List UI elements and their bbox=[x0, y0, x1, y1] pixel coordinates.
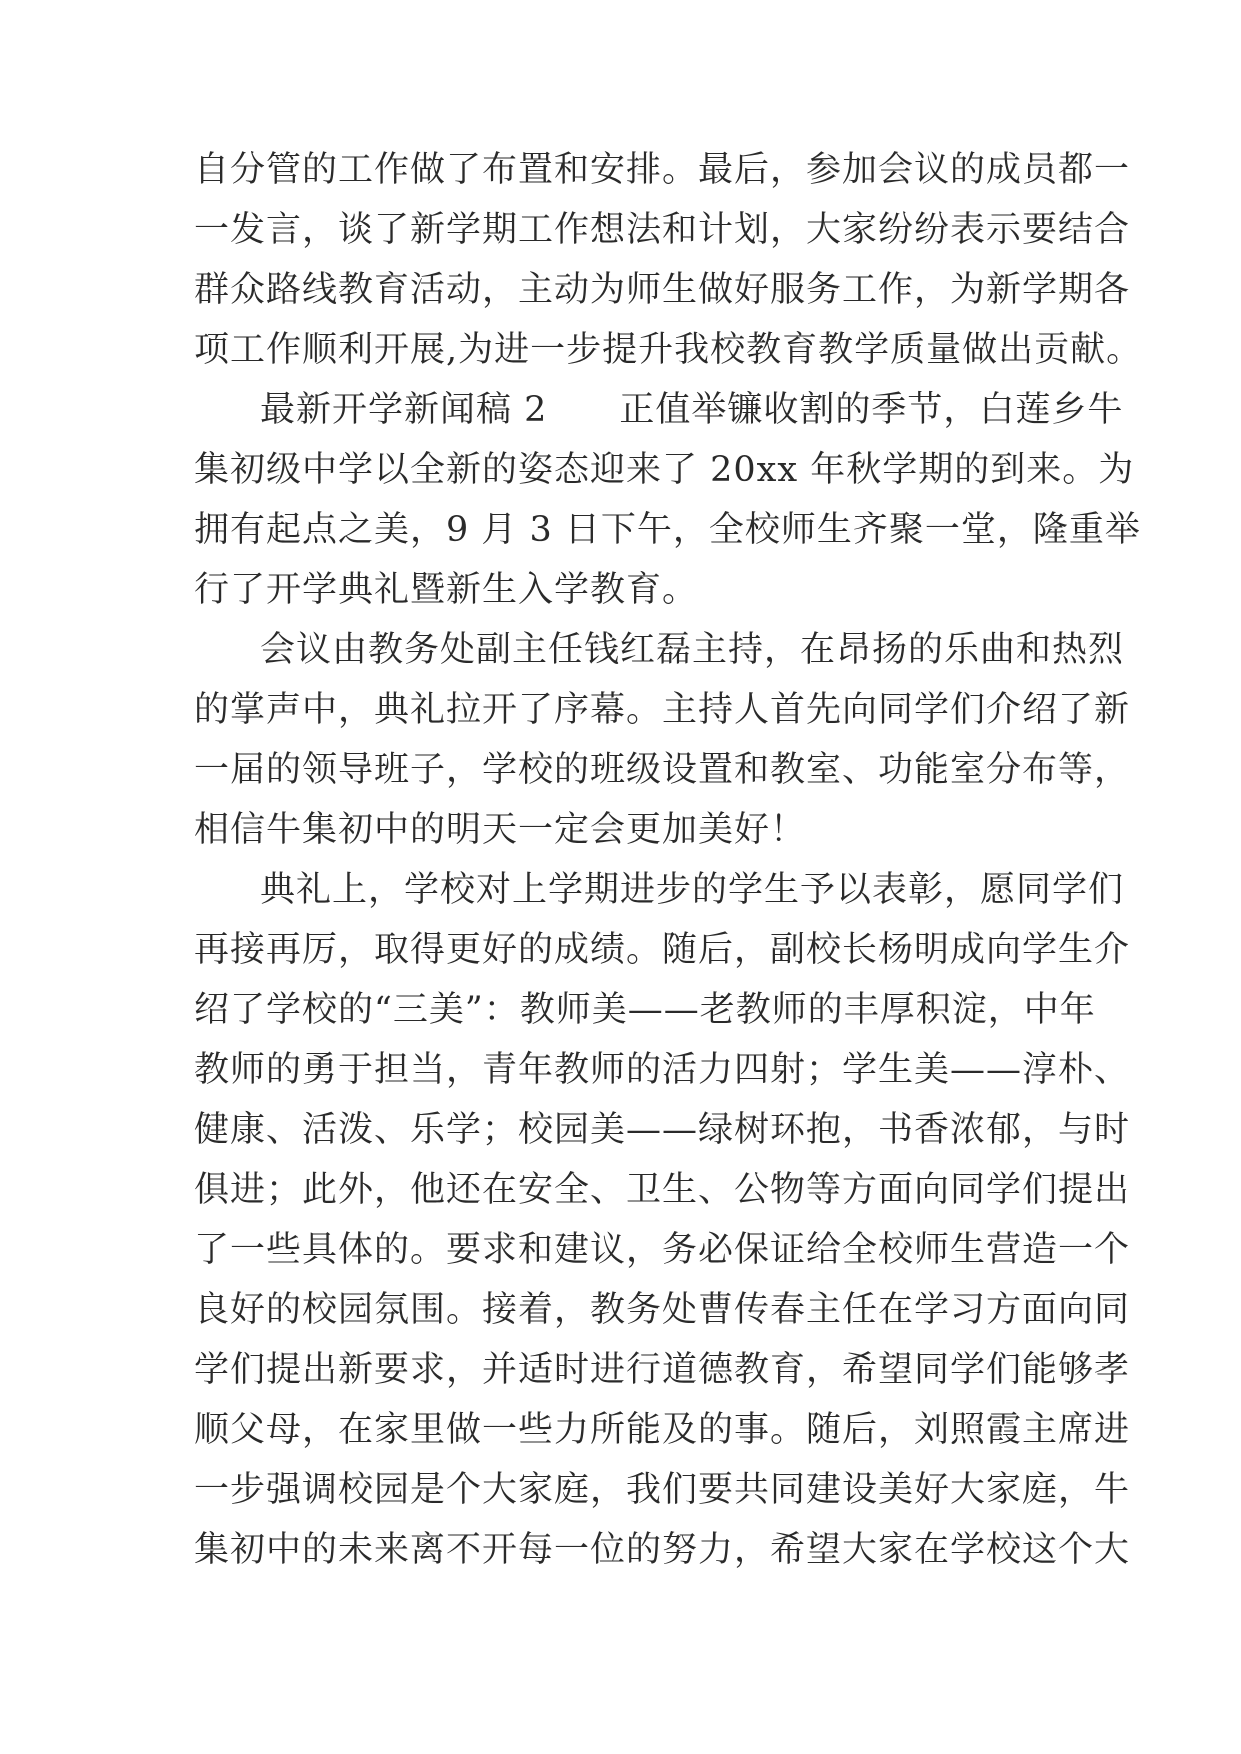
text-line: 的掌声中，典礼拉开了序幕。主持人首先向同学们介绍了新 bbox=[194, 690, 1131, 730]
text-line: 项工作顺利开展,为进一步提升我校教育教学质量做出贡献。 bbox=[194, 330, 1143, 370]
text-line: 一步强调校园是个大家庭，我们要共同建设美好大家庭，牛 bbox=[194, 1470, 1131, 1510]
paragraph-first-line: 最新开学新闻稿 2 正值举镰收割的季节，白莲乡牛 bbox=[260, 390, 1124, 430]
text-line: 相信牛集初中的明天一定会更加美好！ bbox=[194, 810, 807, 850]
paragraph-first-line: 会议由教务处副主任钱红磊主持，在昂扬的乐曲和热烈 bbox=[260, 630, 1125, 670]
text-line: 集初级中学以全新的姿态迎来了 20xx 年秋学期的到来。为 bbox=[194, 450, 1135, 490]
text-line: 再接再厉，取得更好的成绩。随后，副校长杨明成向学生介 bbox=[194, 930, 1131, 970]
text-line: 集初中的未来离不开每一位的努力，希望大家在学校这个大 bbox=[194, 1530, 1131, 1570]
text-line: 顺父母，在家里做一些力所能及的事。随后，刘照霞主席进 bbox=[194, 1410, 1131, 1450]
text-line: 学们提出新要求，并适时进行道德教育，希望同学们能够孝 bbox=[194, 1350, 1131, 1390]
text-line: 良好的校园氛围。接着，教务处曹传春主任在学习方面向同 bbox=[194, 1290, 1131, 1330]
text-line: 一发言，谈了新学期工作想法和计划，大家纷纷表示要结合 bbox=[194, 210, 1131, 250]
text-line: 群众路线教育活动，主动为师生做好服务工作，为新学期各 bbox=[194, 270, 1131, 310]
text-line: 绍了学校的“三美”：教师美——老教师的丰厚积淀，中年 bbox=[194, 990, 1096, 1030]
text-line: 自分管的工作做了布置和安排。最后，参加会议的成员都一 bbox=[194, 150, 1131, 190]
text-line: 行了开学典礼暨新生入学教育。 bbox=[194, 570, 699, 610]
text-line: 一届的领导班子，学校的班级设置和教室、功能室分布等， bbox=[194, 750, 1131, 790]
text-line: 拥有起点之美，9 月 3 日下午，全校师生齐聚一堂，隆重举 bbox=[194, 510, 1141, 550]
text-line: 了一些具体的。要求和建议，务必保证给全校师生营造一个 bbox=[194, 1230, 1131, 1270]
text-line: 俱进；此外，他还在安全、卫生、公物等方面向同学们提出 bbox=[194, 1170, 1131, 1210]
text-line: 健康、活泼、乐学；校园美——绿树环抱，书香浓郁，与时 bbox=[194, 1110, 1131, 1150]
text-line: 教师的勇于担当，青年教师的活力四射；学生美——淳朴、 bbox=[194, 1050, 1131, 1090]
document-body-text bbox=[194, 140, 1143, 1580]
paragraph-first-line: 典礼上，学校对上学期进步的学生予以表彰，愿同学们 bbox=[260, 870, 1125, 910]
